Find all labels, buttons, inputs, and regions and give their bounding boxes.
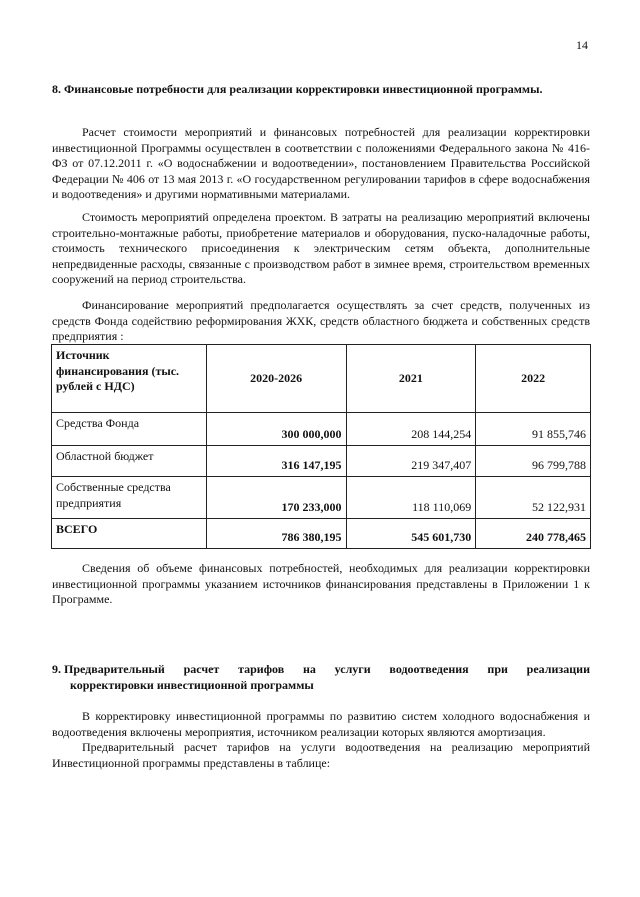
section-8-paragraph-4: Сведения об объеме финансовых потребностей, необходимых для реализации корректировки инвестиционной программы указанием источников финансирования представлены в Приложении 1 к Программе. (52, 561, 590, 606)
row-2022: 52 122,931 (476, 477, 591, 519)
financing-table (51, 344, 591, 549)
total-2021: 545 601,730 (346, 519, 476, 549)
header-period: 2020-2026 (206, 345, 346, 413)
section-8-paragraph-3: Финансирование мероприятий предполагается осуществлять за счет средств, полученных из средств Фонда содействию реформирования ЖХК, средств областного бюджета и собственных средств предприятия : (52, 298, 590, 343)
row-source: Средства Фонда (52, 413, 207, 446)
table-row (52, 413, 591, 446)
heading-word: водоотведения (389, 662, 469, 676)
section-9-heading (52, 662, 590, 693)
row-2022: 96 799,788 (476, 446, 591, 477)
header-2022: 2022 (476, 345, 591, 413)
heading-word: 9. Предварительный (52, 662, 165, 676)
row-2021: 219 347,407 (346, 446, 476, 477)
heading-word: реализации (526, 662, 590, 676)
heading-word: при (487, 662, 508, 676)
heading-word: расчет (183, 662, 220, 676)
section-8-paragraph-1: Расчет стоимости мероприятий и финансовых потребностей для реализации корректировки инвестиционной Программы осуществлен в соответствии с положениями Федерального закона № 416-ФЗ от 07.12.2011 г. «О водоснабжении и водоотведении», постановлением Правительства Российской Федерации № 406 от 13 мая 2013 г. «О государственном регулировании тарифов в сфере водоснабжения и водоотведения» и другими нормативными материалами. (52, 125, 590, 201)
total-2022: 240 778,465 (476, 519, 591, 549)
table-row (52, 446, 591, 477)
row-total: 316 147,195 (206, 446, 346, 477)
row-total: 170 233,000 (206, 477, 346, 519)
total-value: 786 380,195 (206, 519, 346, 549)
section-9-heading-line-1 (52, 662, 590, 678)
table-row (52, 477, 591, 519)
heading-word: услуги (334, 662, 371, 676)
page-number: 14 (576, 38, 588, 52)
row-2021: 208 144,254 (346, 413, 476, 446)
section-9-paragraph-1: В корректировку инвестиционной программы по развитию систем холодного водоснабжения и водоотведения включены мероприятия, источником реализации которых являются амортизация. (52, 709, 590, 739)
total-source: ВСЕГО (52, 519, 207, 549)
header-source: Источник финансирования (тыс. рублей с НДС) (52, 345, 207, 413)
section-9-heading-line-2: корректировки инвестиционной программы (70, 677, 314, 692)
table-header-row (52, 345, 591, 413)
section-8-heading: 8. Финансовые потребности для реализации корректировки инвестиционной программы. (52, 82, 543, 96)
table-total-row (52, 519, 591, 549)
heading-word: тарифов (238, 662, 285, 676)
header-2021: 2021 (346, 345, 476, 413)
section-9-paragraph-2: Предварительный расчет тарифов на услуги водоотведения на реализацию мероприятий Инвестиционной программы представлены в таблице: (52, 740, 590, 770)
row-2021: 118 110,069 (346, 477, 476, 519)
heading-word: на (302, 662, 316, 676)
row-source: Собственные средства предприятия (52, 477, 207, 519)
row-source: Областной бюджет (52, 446, 207, 477)
row-total: 300 000,000 (206, 413, 346, 446)
section-8-paragraph-2: Стоимость мероприятий определена проектом. В затраты на реализацию мероприятий включены строительно-монтажные работы, приобретение материалов и оборудования, пуско-наладочные работы, стоимость технического присоединения к электрическим сетям объекта, дополнительные непредвиденные расходы, связанные с производством работ в зимнее время, строительством временных сооружений на период строительства. (52, 210, 590, 286)
row-2022: 91 855,746 (476, 413, 591, 446)
